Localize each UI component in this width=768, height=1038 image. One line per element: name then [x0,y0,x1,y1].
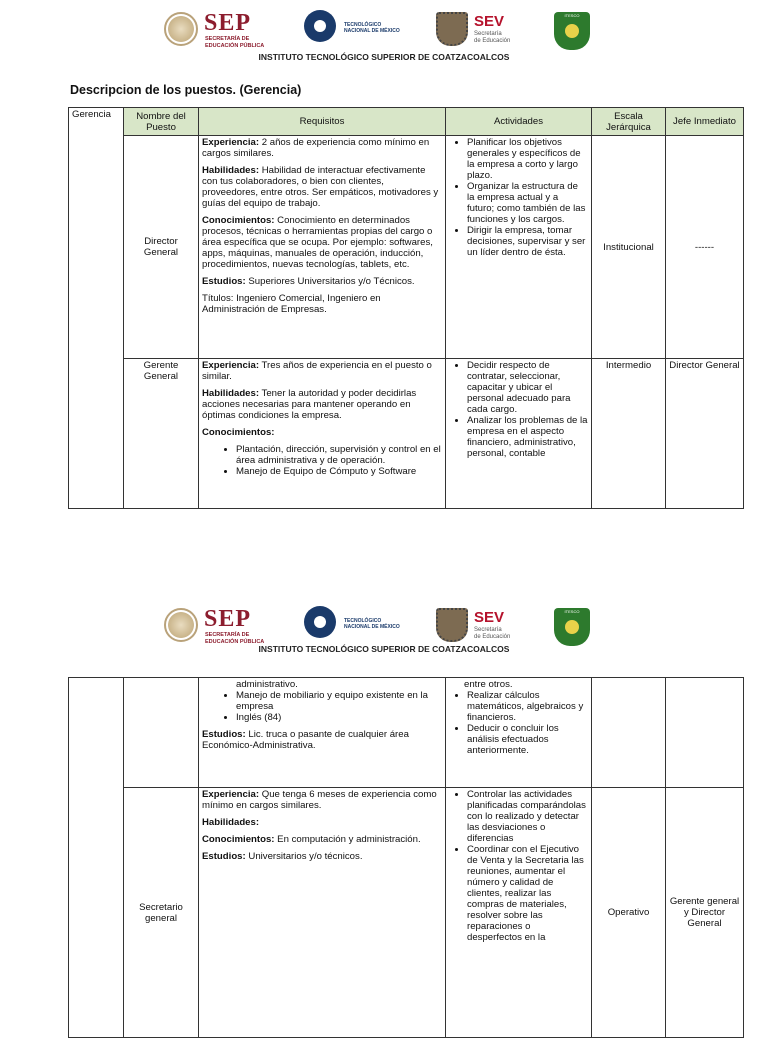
table-row [69,136,744,359]
veracruz-shield-icon [436,608,468,642]
institution-name: INSTITUTO TECNOLÓGICO SUPERIOR DE COATZACOALCOS [258,644,510,654]
list-item: • Manejo de mobiliario y equipo existente en la empresa [236,690,442,712]
list-item: • Organizar la estructura de la empresa actual y a futuro; como también de las funciones y los cargos. [467,181,588,225]
sep-logo-subtitle: SECRETARÍA DE EDUCACIÓN PÚBLICA [205,36,265,49]
itesco-shield-icon: ITESCO [554,608,590,646]
header-actividades: Actividades [446,108,592,136]
sep-logo-text: SEP [204,606,252,632]
hierarchy-scale [592,678,666,788]
requirements-cell: Experiencia: Tres años de experiencia en el puesto o similar. Habilidades: Tener la autoridad y poder decidirlas acciones necesarias para mantener operando en óptimas condiciones la empresa. Conocimientos: • Plantación, dirección, supervisión y control en el área administrativa y de operación. • Manejo de Equipo de Cómputo y Software [199,359,446,509]
page-header [0,0,768,60]
header-nombre-puesto: Nombre del Puesto [124,108,199,136]
list-item: • Decidir respecto de contratar, seleccionar, capacitar y ubicar el personal adecuado para cada cargo. [467,360,588,415]
sev-logo [436,12,526,48]
sev-logo-subtitle: Secretaría de Educación [474,627,511,640]
veracruz-shield-icon [436,12,468,46]
mexico-seal-icon [164,608,198,642]
list-item: • Realizar cálculos matemáticos, algebraicos y financieros. [467,690,588,723]
page-header-2 [0,596,768,656]
job-name: Secretario general [124,788,199,1038]
list-item: • Manejo de Equipo de Cómputo y Software [236,466,442,477]
job-description-table [68,107,744,509]
sep-logo [164,606,274,644]
hierarchy-scale: Operativo [592,788,666,1038]
tecnm-logo-text: TECNOLÓGICO NACIONAL DE MÉXICO [344,22,400,34]
institution-name: INSTITUTO TECNOLÓGICO SUPERIOR DE COATZACOALCOS [258,52,510,62]
job-name: Director General [124,136,199,359]
list-item: • Coordinar con el Ejecutivo de Venta y la Secretaria las reuniones, aumentar el número y calidad de clientes, realizar las compras de materiales, resolver sobre las reparaciones o desperfectos en la [467,844,588,943]
job-description-table-continued [68,677,744,1038]
activities-cell [446,136,592,359]
table-row [69,788,744,1038]
table-row [69,359,744,509]
list-item: • Deducir o concluir los análisis efectuados anteriormente. [467,723,588,756]
list-item: • Planificar los objetivos generales y específicos de la empresa a corto y largo plazo. [467,137,588,181]
header-escala: Escala Jerárquica [592,108,666,136]
sev-logo-text: SEV [474,609,505,626]
sev-logo [436,608,526,644]
list-item: • Controlar las actividades planificadas comparándolas con lo realizado y detectar las desviaciones o diferencias [467,789,588,844]
sev-logo-subtitle: Secretaría de Educación [474,31,511,44]
immediate-boss: Director General [666,359,744,509]
immediate-boss: ------ [666,136,744,359]
activities-cell [446,788,592,1038]
itesco-shield-icon: ITESCO [554,12,590,50]
gear-icon [304,606,336,638]
sep-logo [164,10,274,48]
gerencia-cell [69,678,124,1038]
requirements-cell: administrativo. • Manejo de mobiliario y equipo existente en la empresa • Inglés (84) Estudios: Lic. truca o pasante de cualquier área Económico-Administrativa. [199,678,446,788]
job-name: Gerente General [124,359,199,509]
list-item: • Inglés (84) [236,712,442,723]
activities-cell [446,359,592,509]
list-item: • Analizar los problemas de la empresa en el aspecto financiero, administrativo, personal, contable [467,415,588,459]
sep-logo-text: SEP [204,10,252,36]
requirements-cell: Experiencia: 2 años de experiencia como mínimo en cargos similares. Habilidades: Habilidad de interactuar efectivamente con tus colaboradores, o bien con clientes, proveedores, entre otros. Ser empáticos, motivadores y guías del equipo de trabajo. Conocimientos: Conocimiento en determinados procesos, técnicas o herramientas propias del cargo o área específica que se ocupa. Por ejemplo: softwares, apps, máquinas, manuales de operación, inducción, procedimientos, nuevas tecnologías, tablets, etc. Estudios: Superiores Universitarios y/o Técnicos. Títulos: Ingeniero Comercial, Ingeniero en Administración de Empresas. [199,136,446,359]
list-item: • Dirigir la empresa, tomar decisiones, supervisar y ser un líder dentro de ésta. [467,225,588,258]
immediate-boss: Gerente general y Director General [666,788,744,1038]
table-row [69,678,744,788]
sep-logo-subtitle: SECRETARÍA DE EDUCACIÓN PÚBLICA [205,632,265,645]
hierarchy-scale: Institucional [592,136,666,359]
tecnm-logo [304,10,400,50]
list-item: • Plantación, dirección, supervisión y control en el área administrativa y de operación. [236,444,442,466]
gerencia-cell: Gerencia [69,108,124,509]
sev-logo-text: SEV [474,13,505,30]
header-jefe: Jefe Inmediato [666,108,744,136]
requirements-cell: Experiencia: Que tenga 6 meses de experiencia como mínimo en cargos similares. Habilidades: Conocimientos: En computación y administración. Estudios: Universitarios y/o técnicos. [199,788,446,1038]
job-name [124,678,199,788]
activities-cell: entre otros. • Realizar cálculos matemáticos, algebraicos y financieros. • Deducir o concluir los análisis efectuados anteriormente. [446,678,592,788]
hierarchy-scale: Intermedio [592,359,666,509]
tecnm-logo-text: TECNOLÓGICO NACIONAL DE MÉXICO [344,618,400,630]
gear-icon [304,10,336,42]
document-title: Descripcion de los puestos. (Gerencia) [70,83,302,97]
mexico-seal-icon [164,12,198,46]
immediate-boss [666,678,744,788]
tecnm-logo [304,606,400,646]
header-requisitos: Requisitos [199,108,446,136]
